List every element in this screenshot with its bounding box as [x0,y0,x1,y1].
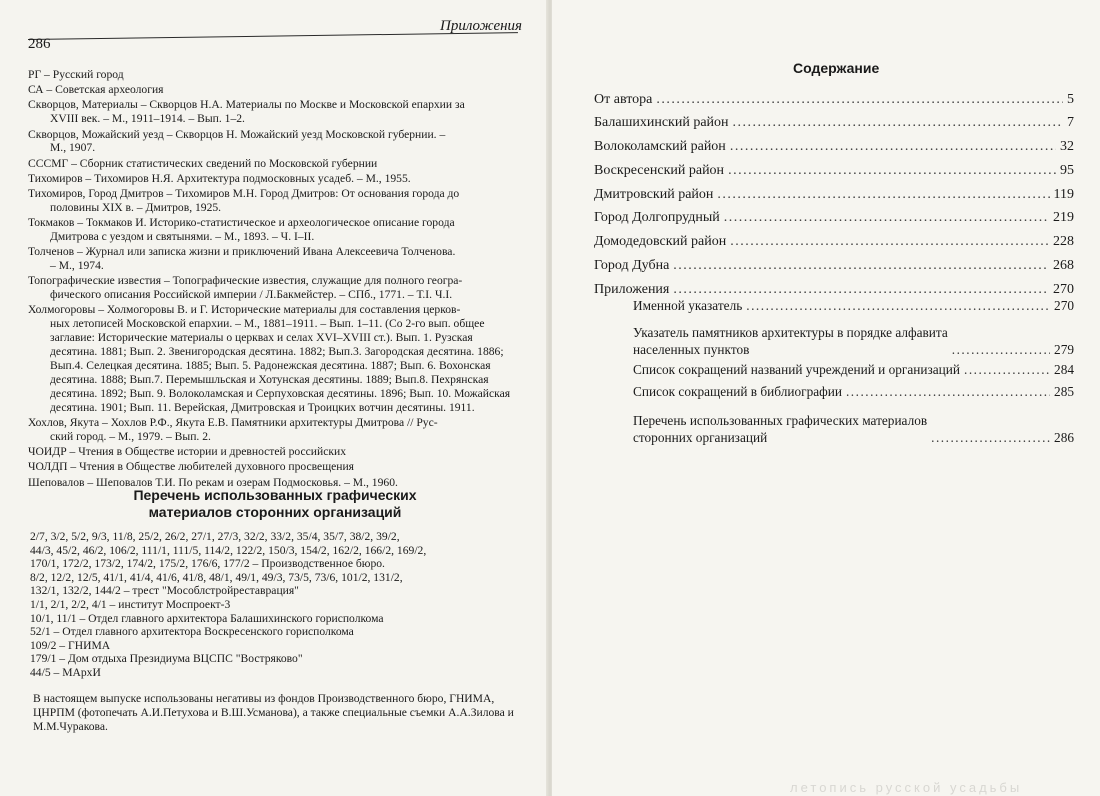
toc-subentry-label-line: сторонних организаций [633,430,768,445]
abbreviation-entry [28,460,518,474]
toc-entry[interactable] [594,183,1074,203]
toc-page-number: 119 [1053,187,1074,202]
toc-leader-dots [964,362,1050,378]
toc-page-number: 32 [1060,139,1074,154]
toc-page-number: 219 [1053,210,1074,225]
toc-entry-label: Волоколамский район [594,139,726,154]
page-number: 286 [28,36,51,52]
abbreviation-entry [28,187,518,215]
abbreviation-continuation: XVIII век. – М., 1911–1914. – Вып. 1–2. [50,112,245,126]
abbreviation-entry [28,445,518,459]
credit-line: 52/1 – Отдел главного архитектора Воскресенского горисполкома [30,625,354,639]
abbreviation-entry [28,83,518,97]
abbreviation-text: Токмаков – Токмаков И. Историко-статистическое и археологическое описание города [28,216,455,230]
abbreviation-entry [28,128,518,156]
toc-page-number: 7 [1067,115,1074,130]
toc-entry-label: Домодедовский район [594,234,727,249]
toc-entry-label: Дмитровский район [594,187,714,202]
toc-leader-dots [673,258,1049,274]
abbreviation-text: ЧОЛДП – Чтения в Обществе любителей духовного просвещения [28,460,355,474]
toc-leader-dots [728,163,1056,179]
toc-page-number: 286 [1054,430,1074,445]
section-title-line: Перечень использованных графических [133,487,417,503]
toc-subentry[interactable] [633,380,1074,400]
toc-page-number: 270 [1053,282,1074,297]
toc-page-number: 95 [1060,163,1074,178]
toc-page-number: 228 [1053,234,1074,249]
toc-subentry-label-line: Указатель памятников архитектуры в порядке алфавита [633,325,948,340]
toc-page-number: 279 [1054,342,1074,357]
credit-line: 1/1, 2/1, 2/2, 4/1 – институт Моспроект-3 [30,597,231,611]
toc-title: Содержание [793,60,880,76]
toc-leader-dots [724,210,1049,226]
credit-line: 8/2, 12/2, 12/5, 41/1, 41/4, 41/6, 41/8, 48/1, 49/1, 49/3, 73/5, 73/6, 101/2, 131/2, [30,570,403,584]
toc-subentry-label [633,324,948,358]
toc-subentry-label: Список сокращений названий учреждений и организаций [633,362,960,377]
abbreviations-list [28,68,518,491]
abbreviation-continuation: М., 1907. [50,141,96,155]
toc-entry[interactable] [594,88,1074,108]
toc-subentry[interactable] [633,412,1074,446]
abbreviation-continuation: ский город. – М., 1979. – Вып. 2. [50,429,211,443]
toc-subentry-label: Именной указатель [633,298,743,313]
abbreviation-text: Хохлов, Якута – Хохлов Р.Ф., Якута Е.В. Памятники архитектуры Дмитрова // Рус- [28,416,438,430]
toc-entry-label: Приложения [594,282,670,297]
abbreviation-text: Тихомиров, Город Дмитров – Тихомиров М.Н. Город Дмитров: От основания города до [28,187,460,201]
toc-subentry-label: Список сокращений в библиографии [633,384,842,399]
watermark: летопись русской усадьбы [790,780,1023,795]
toc-entry-label: Город Дубна [594,258,670,273]
toc-page-number: 284 [1054,362,1074,377]
left-page [0,0,548,796]
toc-subentry-label-line: Перечень использованных графических материалов [633,413,928,428]
running-head: Приложения [440,18,523,34]
abbreviation-entry [28,416,518,444]
toc-page-number: 5 [1067,92,1074,107]
abbreviation-text: ССCМГ – Сборник статистических сведений по Московской губернии [28,156,378,170]
credit-line: 10/1, 11/1 – Отдел главного архитектора Балашихинского горисполкома [30,611,384,625]
toc-leader-dots [717,187,1049,203]
toc-subentry-label-line: населенных пунктов [633,342,750,357]
abbreviation-entry [28,157,518,171]
abbreviation-entry [28,98,518,126]
abbreviation-text: ЧОИДР – Чтения в Обществе истории и древностей российских [28,445,346,459]
abbreviation-continuation: – М., 1974. [50,259,104,273]
credit-line: 109/2 – ГНИМА [30,638,111,652]
graphic-credits-list [30,530,520,680]
abbreviation-text: Скворцов, Можайский уезд – Скворцов Н. Можайский уезд Московской губернии. – [28,127,446,141]
toc-subentry[interactable] [633,294,1074,314]
abbreviation-entry [28,245,518,273]
credit-line: 170/1, 172/2, 173/2, 174/2, 175/2, 176/6, 177/2 – Производственное бюро. [30,557,385,571]
abbreviation-text: Тихомиров – Тихомиров Н.Я. Архитектура подмосковных усадеб. – М., 1955. [28,171,411,185]
abbreviation-text: Холмогоровы – Холмогоровы В. и Г. Исторические материалы для составления церков- [28,303,461,317]
toc-leader-dots [746,298,1050,314]
negatives-note: В настоящем выпуске использованы негативы из фондов Производственного бюро, ГНИМА, ЦНРПМ (фотопечать А.И.Петухова и В.Ш.Усманова), а также специальные съемки А.А.Зилова и М.М.Чуракова. [33,692,514,733]
credit-line: 132/1, 132/2, 144/2 – трест "Мособлстройреставрация" [30,584,299,598]
toc-entry[interactable] [594,111,1074,131]
toc-leader-dots [733,115,1063,131]
section-title [60,487,490,521]
abbreviation-text: Шеповалов – Шеповалов Т.И. По рекам и озерам Подмосковья. – М., 1960. [28,475,398,489]
abbreviation-text: Толченов – Журнал или записка жизни и приключений Ивана Алексеевича Толченова. [28,245,456,259]
abbreviation-text: Скворцов, Материалы – Скворцов Н.А. Материалы по Москве и Московской епархии за [28,98,465,112]
abbreviation-continuation: Дмитрова с уездом и святынями. – М., 1893. – Ч. I–II. [50,230,315,244]
toc-leader-dots [730,234,1049,250]
abbreviation-entry [28,172,518,186]
toc-subentry-label [633,412,927,446]
credit-line: 44/3, 45/2, 46/2, 106/2, 111/1, 111/5, 114/2, 122/2, 150/3, 154/2, 162/2, 166/2, 169/2, [30,543,427,557]
abbreviation-text: РГ – Русский город [28,68,124,81]
toc-entry[interactable] [594,135,1074,155]
abbreviation-entry [28,303,518,414]
toc-entry[interactable] [594,254,1074,274]
toc-entry-label: Город Долгопрудный [594,210,720,225]
abbreviation-entry [28,274,518,302]
toc-entry[interactable] [594,230,1074,250]
section-title-line: материалов сторонних организаций [148,504,402,520]
toc-page-number: 268 [1053,258,1074,273]
abbreviation-text: Топографические известия – Топографические известия, служащие для полного геогра- [28,274,463,288]
toc-page-number: 285 [1054,384,1074,399]
credit-line: 179/1 – Дом отдыха Президиума ВЦСПС "Востряково" [30,652,303,666]
abbreviation-entry [28,216,518,244]
toc-leader-dots [846,384,1050,400]
abbreviation-continuation: половины XIX в. – Дмитров, 1925. [50,200,222,214]
toc-leader-dots [730,139,1056,155]
abbreviation-continuation: фического описания Российской империи / Л.Бакмейстер. – СПб., 1771. – Т.I. Ч.I. [50,288,453,302]
toc-leader-dots [952,342,1050,358]
toc-entry[interactable] [594,159,1074,179]
toc-entry[interactable] [594,206,1074,226]
toc-entry-label: Воскресенский район [594,163,725,178]
header-rule [28,32,518,40]
abbreviation-entry [28,68,518,82]
abbreviation-continuation: ных летописей Московской епархии. – М., 1881–1911. – Вып. 1–11. (Со 2-го вып. общее заглавие: Исторические материалы о церквах и селах XVI–XVIII ст.). Вып. 1. Рузская десятина. 1881; Вып. 2. Звенигородская десятина. 1882; Вып.3. Загородская десятина. 1886; Вып.4. Селецкая десятина. 1885; Вып. 5. Радонежская десятина. 1887; Вып. 6. Вохонская десятина. 1888; Вып.7. Перемышльская и Хотунская десятины. 1889; Вып.8. Пехрянская десятина. 1892; Вып. 9. Волоколамская и Серпуховская десятины. 1896; Вып. 10. Можайская десятина. 1901; Вып. 11. Верейская, Дмитровская и Троицких вотчин десятины. 1911. [50,317,511,414]
toc-subentry[interactable] [633,324,1074,358]
credit-line: 44/5 – МАрхИ [30,665,101,679]
toc-subentry[interactable] [633,358,1074,378]
toc-page-number: 270 [1054,298,1074,313]
toc-entry-label: Балашихинский район [594,115,729,130]
toc-leader-dots [656,92,1063,108]
abbreviation-text: СА – Советская археология [28,83,164,97]
toc-entry-label: От автора [594,92,653,107]
credit-line: 2/7, 3/2, 5/2, 9/3, 11/8, 25/2, 26/2, 27/1, 27/3, 32/2, 33/2, 35/4, 35/7, 38/2, 39/2, [30,530,400,543]
toc-leader-dots [931,430,1050,446]
